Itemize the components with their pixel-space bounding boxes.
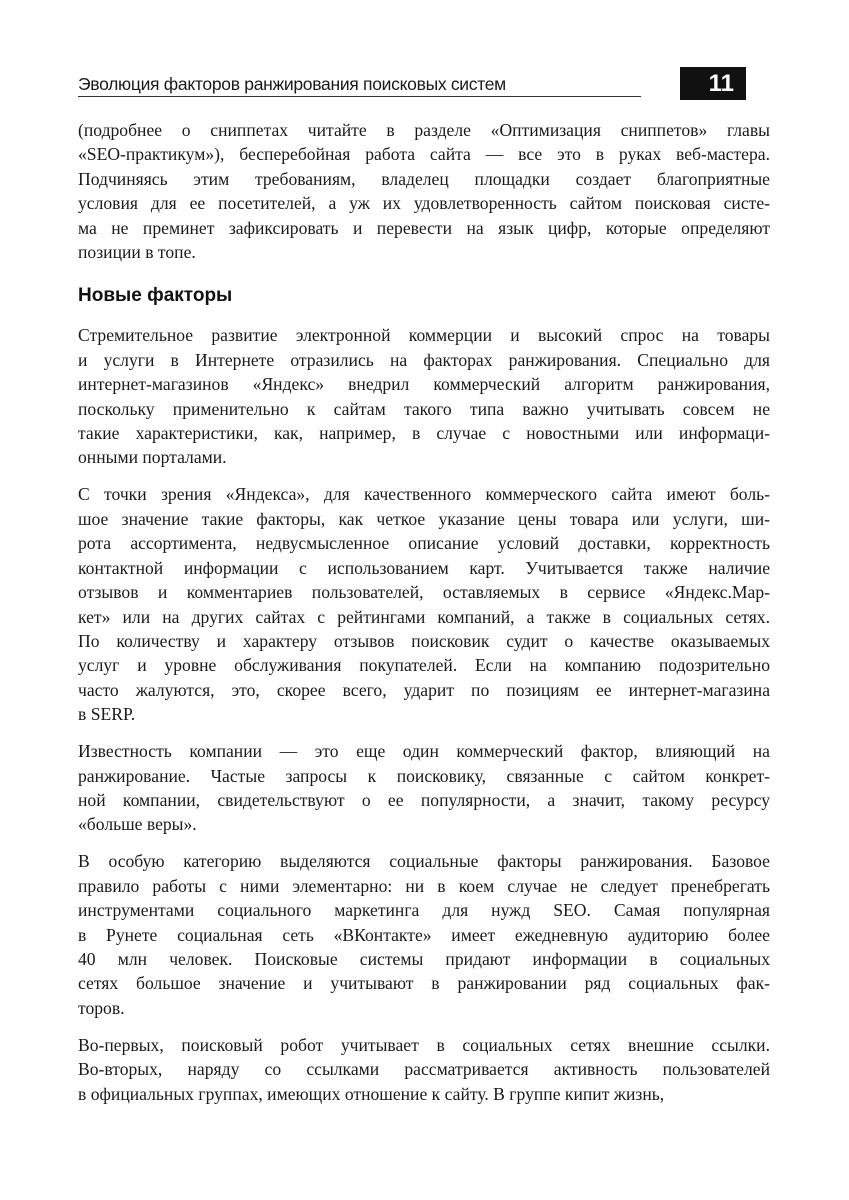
section-heading: Новые факторы [78, 285, 233, 307]
text-line: контактной информации с использованием карт. Учитывается также наличие [78, 557, 770, 578]
text-line: По количеству и характеру отзывов поисковик судит о качестве оказываемых [78, 630, 770, 651]
paragraph [78, 1033, 770, 1106]
text-line: правило работы с ними элементарно: ни в коем случае не следует пренебрегать [78, 875, 770, 896]
text-line: ма не преминет зафиксировать и перевести на язык цифр, которые определяют [78, 217, 770, 238]
text-line: в официальных группах, имеющих отношение к сайту. В группе кипит жизнь, [78, 1083, 665, 1104]
text-line: «больше веры». [78, 814, 197, 835]
paragraph [78, 849, 770, 1020]
text-line: условия для ее посетителей, а уж их удовлетворенность сайтом поисковая систе- [78, 193, 770, 214]
text-line: часто жалуются, это, скорее всего, ударит по позициям ее интернет-магазина [78, 679, 770, 700]
text-line: (подробнее о сниппетах читайте в разделе «Оптимизация сниппетов» главы [78, 120, 770, 140]
paragraph [78, 739, 770, 837]
page-number: 11 [680, 67, 746, 100]
text-line: торов. [78, 997, 125, 1018]
text-line: инструментами социального маркетинга для нужд SEO. Самая популярная [78, 900, 770, 921]
text-line: С точки зрения «Яндекса», для качественного коммерческого сайта имеют боль- [78, 484, 770, 505]
text-line: кет» или на других сайтах с рейтингами компаний, а также в социальных сетях. [78, 606, 770, 627]
text-line: позиции в топе. [78, 242, 196, 263]
text-line: Стремительное развитие электронной коммерции и высокий спрос на товары [78, 325, 770, 346]
paragraph [78, 118, 770, 264]
text-line: услуг и уровне обслуживания покупателей. Если на компанию подозрительно [78, 655, 770, 676]
text-line: «SEO-практикум»), бесперебойная работа сайта — все это в руках веб-мастера. [78, 144, 770, 165]
text-line: и услуги в Интернете отразились на факторах ранжирования. Специально для [78, 349, 770, 370]
text-line: Известность компании — это еще один коммерческий фактор, влияющий на [78, 741, 770, 762]
text-line: Во-первых, поисковый робот учитывает в социальных сетях внешние ссылки. [78, 1034, 770, 1055]
running-header-title: Эволюция факторов ранжирования поисковых систем [78, 72, 641, 97]
text-line: 40 млн человек. Поисковые системы придают информации в социальных [78, 948, 770, 969]
page-body [78, 118, 770, 1119]
text-line: Подчиняясь этим требованиям, владелец площадки создает благоприятные [78, 168, 770, 189]
paragraph [78, 323, 770, 469]
text-line: в SERP. [78, 704, 136, 725]
text-line: поскольку применительно к сайтам такого типа важно учитывать совсем не [78, 398, 770, 419]
text-line: интернет-магазинов «Яндекс» внедрил коммерческий алгоритм ранжирования, [78, 374, 770, 395]
paragraph [78, 482, 770, 726]
text-line: Во-вторых, наряду со ссылками рассматривается активность пользователей [78, 1059, 770, 1080]
text-line: рота ассортимента, недвусмысленное описание условий доставки, корректность [78, 533, 770, 554]
text-line: В особую категорию выделяются социальные факторы ранжирования. Базовое [78, 851, 770, 872]
text-line: ранжирование. Частые запросы к поисковику, связанные с сайтом конкрет- [78, 765, 770, 786]
text-line: шое значение такие факторы, как четкое указание цены товара или услуги, ши- [78, 508, 770, 529]
text-line: сетях большое значение и учитывают в ранжировании ряд социальных фак- [78, 973, 770, 994]
text-line: в Рунете социальная сеть «ВКонтакте» имеет ежедневную аудиторию более [78, 924, 770, 945]
text-line: онными порталами. [78, 447, 227, 468]
text-line: такие характеристики, как, например, в случае с новостными или информаци- [78, 423, 770, 444]
text-line: ной компании, свидетельствуют о ее популярности, а значит, такому ресурсу [78, 789, 770, 810]
text-line: отзывов и комментариев пользователей, оставляемых в сервисе «Яндекс.Мар- [78, 582, 770, 603]
